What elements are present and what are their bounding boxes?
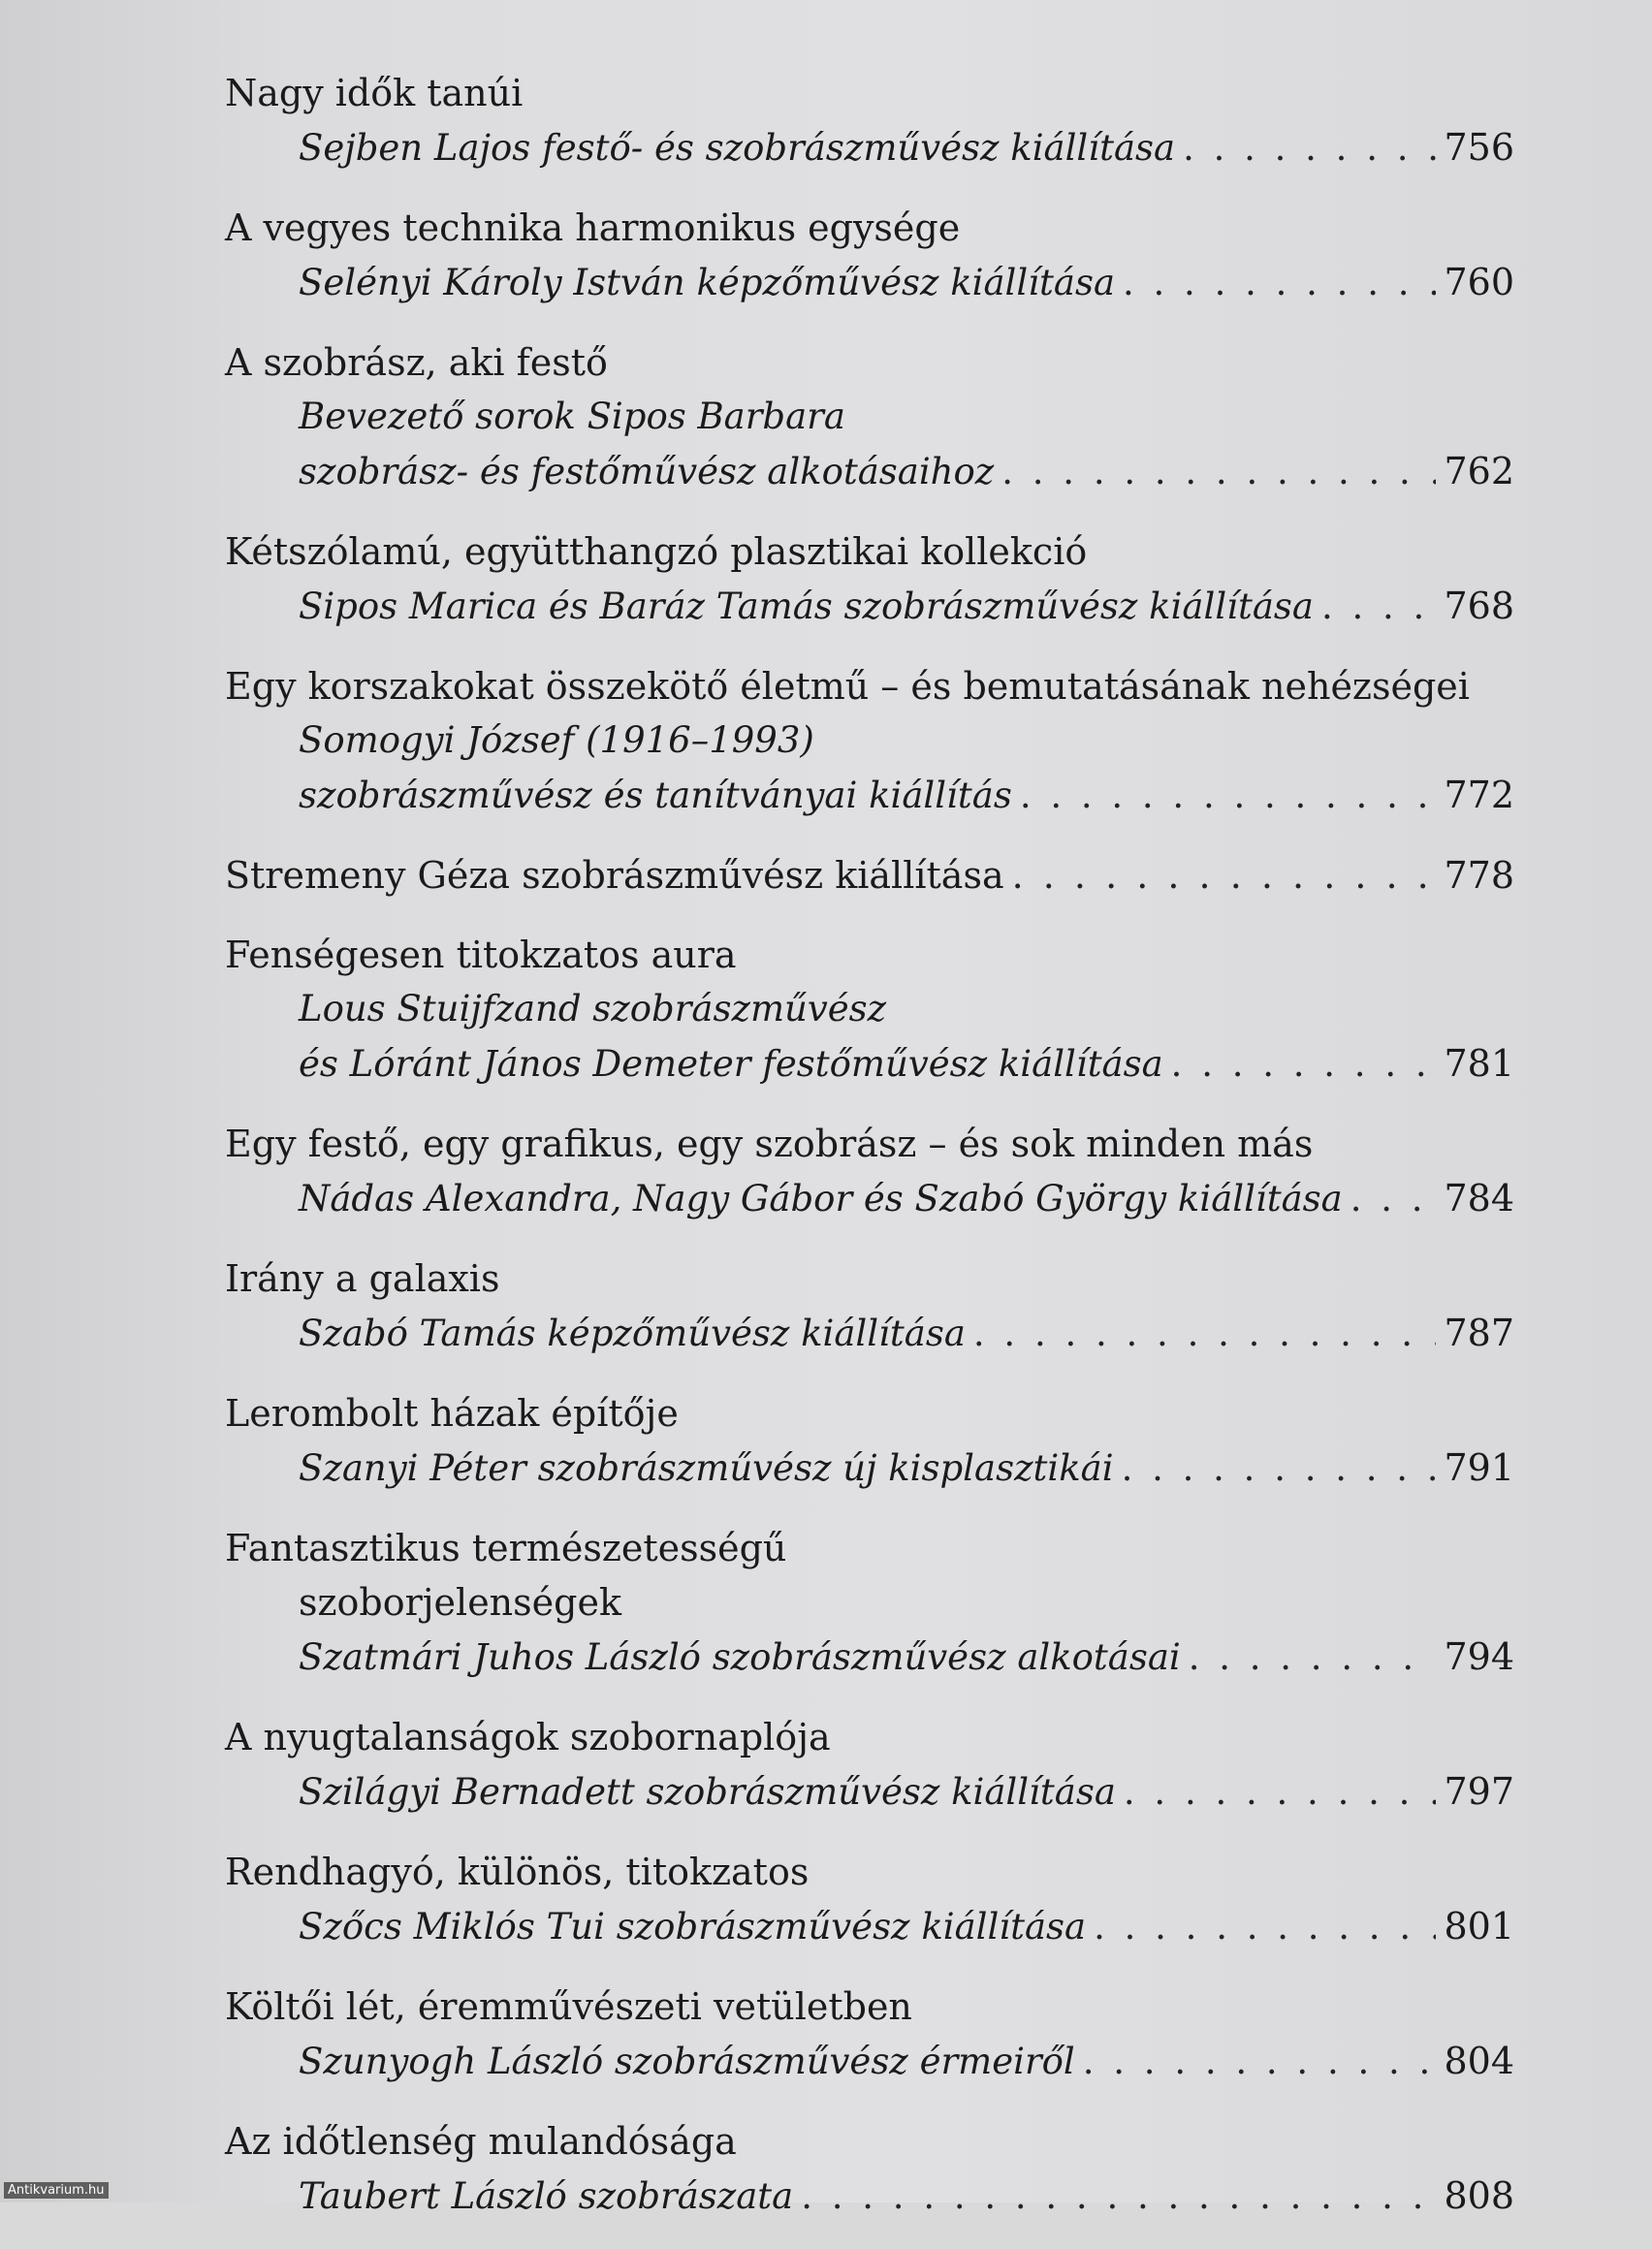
dot-leader bbox=[1094, 1900, 1436, 1954]
toc-entry-subtitle bbox=[225, 1036, 1514, 1092]
toc-entry-subtitle bbox=[225, 120, 1514, 175]
watermark: Antikvarium.hu bbox=[4, 2182, 109, 2199]
toc-entry-subtitle bbox=[225, 1630, 1514, 1685]
page-number: 762 bbox=[1444, 450, 1514, 492]
toc-entry-subtitle-text: Szőcs Miklós Tui szobrászművész kiállítása bbox=[299, 1906, 1087, 1948]
dot-leader bbox=[1171, 1037, 1437, 1092]
toc-entry-subtitle-text: és Lóránt János Demeter festőművész kiállítása bbox=[299, 1043, 1163, 1085]
toc-entry bbox=[225, 1251, 1514, 1361]
toc-entry-title: Rendhagyó, különös, titokzatos bbox=[225, 1851, 810, 1893]
toc-entry-title: Egy festő, egy grafikus, egy szobrász – és sok minden más bbox=[225, 1123, 1314, 1165]
toc-entry-title: Nagy idők tanúi bbox=[225, 72, 524, 114]
toc-entry-subtitle bbox=[225, 579, 1514, 634]
toc-entry-title: Fantasztikus természetességű bbox=[225, 1527, 787, 1569]
toc-entry bbox=[225, 1845, 1514, 1954]
page-number: 808 bbox=[1444, 2174, 1514, 2217]
dot-leader bbox=[1124, 1765, 1437, 1820]
toc-entry-subtitle bbox=[225, 1171, 1514, 1226]
toc-entry-subtitle-text: szobrász- és festőművész alkotásaihoz bbox=[299, 451, 995, 492]
toc-entry-subtitle bbox=[225, 255, 1514, 310]
toc-entry bbox=[225, 66, 1514, 175]
table-of-contents bbox=[225, 66, 1514, 2249]
toc-entry-title: Kétszólamú, együtthangzó plasztikai kollekció bbox=[225, 530, 1088, 573]
toc-entry-subtitle-text: Taubert László szobrászata bbox=[299, 2175, 794, 2217]
dot-leader bbox=[1012, 848, 1437, 903]
page-number: 778 bbox=[1444, 854, 1514, 897]
toc-entry-subtitle bbox=[225, 444, 1514, 499]
page-number: 794 bbox=[1444, 1635, 1514, 1678]
toc-entry-subtitle bbox=[225, 1441, 1514, 1496]
toc-entry-subtitle bbox=[225, 1764, 1514, 1820]
page-number: 760 bbox=[1444, 261, 1514, 303]
dot-leader bbox=[1122, 1441, 1437, 1496]
toc-entry-subtitle-text: Selényi Károly István képzőművész kiállítása bbox=[299, 262, 1116, 303]
page-number: 787 bbox=[1444, 1312, 1514, 1354]
toc-entry bbox=[225, 848, 1514, 903]
toc-entry-title bbox=[225, 848, 1514, 903]
dot-leader bbox=[1001, 445, 1436, 499]
page-number: 756 bbox=[1444, 126, 1514, 169]
toc-entry-subtitle bbox=[225, 2169, 1514, 2224]
toc-entry-title: Irány a galaxis bbox=[225, 1257, 500, 1300]
toc-entry-subtitle-text: Nádas Alexandra, Nagy Gábor és Szabó György kiállítása bbox=[299, 1178, 1343, 1220]
toc-entry-title: Lerombolt házak építője bbox=[225, 1392, 679, 1435]
toc-entry-subtitle: Somogyi József (1916–1993) bbox=[299, 719, 814, 761]
toc-entry-subtitle-text: Szanyi Péter szobrászművész új kisplasztikái bbox=[299, 1447, 1114, 1489]
toc-entry-title: A nyugtalanságok szobornaplója bbox=[225, 1716, 831, 1758]
toc-entry-title: A szobrász, aki festő bbox=[225, 341, 608, 384]
toc-entry bbox=[225, 1521, 1514, 1685]
toc-entry-title: Az időtlenség mulandósága bbox=[225, 2120, 737, 2163]
toc-entry bbox=[225, 1386, 1514, 1496]
toc-entry bbox=[225, 659, 1514, 823]
page-number: 781 bbox=[1444, 1042, 1514, 1085]
toc-entry bbox=[225, 1980, 1514, 2089]
page-number: 797 bbox=[1444, 1770, 1514, 1813]
page-number: 768 bbox=[1444, 585, 1514, 627]
toc-entry bbox=[225, 928, 1514, 1092]
toc-entry bbox=[225, 1117, 1514, 1226]
dot-leader bbox=[1321, 580, 1437, 634]
toc-entry-subtitle-text: Sipos Marica és Baráz Tamás szobrászművész kiállítása bbox=[299, 586, 1314, 627]
page-number: 801 bbox=[1444, 1905, 1514, 1948]
toc-entry bbox=[225, 1710, 1514, 1820]
toc-entry-subtitle bbox=[225, 1306, 1514, 1361]
toc-entry-subtitle: Lous Stuijfzand szobrászművész bbox=[299, 988, 887, 1029]
dot-leader bbox=[1183, 121, 1436, 175]
page-number: 784 bbox=[1444, 1177, 1514, 1220]
page-number: 772 bbox=[1444, 774, 1514, 816]
dot-leader bbox=[1083, 2035, 1437, 2089]
dot-leader bbox=[801, 2170, 1436, 2224]
toc-entry-subtitle bbox=[225, 1899, 1514, 1954]
toc-entry-title: Költői lét, éremművészeti vetületben bbox=[225, 1985, 912, 2028]
toc-entry-subtitle bbox=[225, 768, 1514, 823]
toc-entry bbox=[225, 524, 1514, 634]
toc-entry-subtitle-text: Sejben Lajos festő- és szobrászművész kiállítása bbox=[299, 127, 1176, 169]
toc-entry-subtitle-text: Szilágyi Bernadett szobrászművész kiállítása bbox=[299, 1771, 1116, 1813]
toc-entry bbox=[225, 2114, 1514, 2224]
toc-entry bbox=[225, 335, 1514, 499]
toc-entry-subtitle: Bevezető sorok Sipos Barbara bbox=[299, 396, 845, 437]
toc-entry-subtitle bbox=[225, 2034, 1514, 2089]
toc-entry-title: A vegyes technika harmonikus egysége bbox=[225, 206, 961, 249]
dot-leader bbox=[1350, 1172, 1437, 1226]
page-number: 791 bbox=[1444, 1446, 1514, 1489]
toc-entry-subtitle-text: szobrászművész és tanítványai kiállítás bbox=[299, 775, 1012, 816]
toc-entry-title-text: Stremeny Géza szobrászművész kiállítása bbox=[225, 854, 1004, 897]
dot-leader bbox=[973, 1307, 1437, 1361]
toc-entry-subtitle-text: Szatmári Juhos László szobrászművész alkotásai bbox=[299, 1636, 1181, 1678]
dot-leader bbox=[1123, 256, 1436, 310]
dot-leader bbox=[1020, 769, 1437, 823]
toc-entry bbox=[225, 201, 1514, 310]
page-number: 804 bbox=[1444, 2040, 1514, 2082]
toc-entry-title-continued: szoborjelenségek bbox=[299, 1581, 621, 1624]
toc-entry-title: Fenségesen titokzatos aura bbox=[225, 934, 737, 976]
dot-leader bbox=[1189, 1631, 1437, 1685]
toc-entry-subtitle-text: Szabó Tamás képzőművész kiállítása bbox=[299, 1313, 966, 1354]
toc-entry-title: Egy korszakokat összekötő életmű – és bemutatásának nehézségei bbox=[225, 665, 1470, 708]
toc-entry-subtitle-text: Szunyogh László szobrászművész érmeiről bbox=[299, 2041, 1075, 2082]
